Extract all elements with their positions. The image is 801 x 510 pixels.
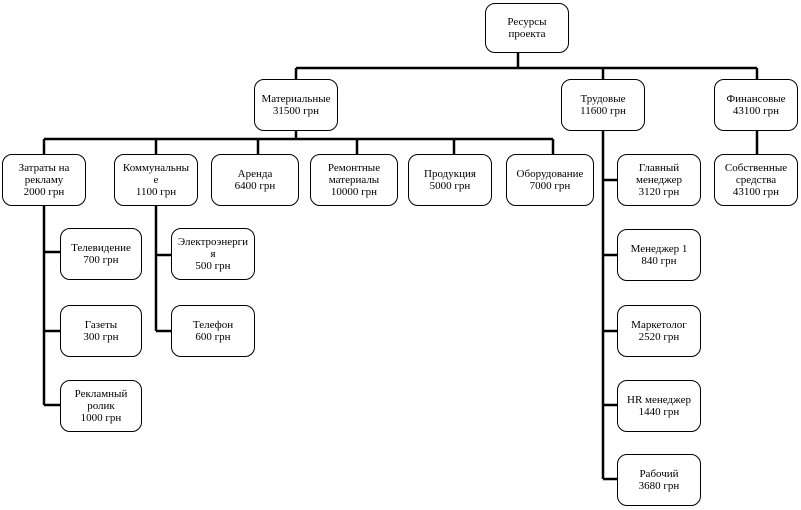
node-value: 2000 грн bbox=[23, 186, 65, 198]
node-value: 500 грн bbox=[195, 260, 231, 272]
node-label: HR менеджер bbox=[627, 394, 691, 406]
node-label: Собственные bbox=[724, 162, 788, 174]
node-phone bbox=[171, 305, 255, 357]
node-communal bbox=[114, 154, 198, 206]
node-products bbox=[408, 154, 492, 206]
node-label: менеджер bbox=[636, 174, 682, 186]
node-label: я bbox=[210, 248, 216, 260]
node-advertising bbox=[2, 154, 86, 206]
node-newspapers bbox=[60, 305, 142, 357]
node-own-funds bbox=[714, 154, 798, 206]
node-label: Трудовые bbox=[580, 93, 626, 105]
node-value: 840 грн bbox=[641, 255, 677, 267]
node-value: 7000 грн bbox=[529, 180, 571, 192]
node-manager1 bbox=[617, 229, 701, 281]
node-value: 3120 грн bbox=[638, 186, 680, 198]
node-marketer bbox=[617, 305, 701, 357]
node-label: Продукция bbox=[424, 168, 476, 180]
node-label: Материальные bbox=[261, 93, 331, 105]
node-value: 300 грн bbox=[83, 331, 119, 343]
node-label: Главный bbox=[638, 162, 680, 174]
node-label: Рабочий bbox=[639, 468, 679, 480]
node-label: ролик bbox=[87, 400, 115, 412]
node-label: материалы bbox=[328, 174, 380, 186]
node-label: Рекламный bbox=[74, 388, 128, 400]
node-tv bbox=[60, 228, 142, 280]
node-label: Газеты bbox=[84, 319, 118, 331]
node-label: Маркетолог bbox=[631, 319, 687, 331]
node-value: 6400 грн bbox=[234, 180, 276, 192]
node-label: Телевидение bbox=[71, 242, 131, 254]
node-label: Затраты на bbox=[18, 162, 70, 174]
node-value: 700 грн bbox=[83, 254, 119, 266]
node-financial bbox=[714, 79, 798, 131]
node-value: 1000 грн bbox=[80, 412, 122, 424]
node-value: 5000 грн bbox=[429, 180, 471, 192]
node-value: 11600 грн bbox=[580, 105, 626, 117]
node-ad-video bbox=[60, 380, 142, 432]
node-value: 3680 грн bbox=[638, 480, 680, 492]
node-label: Менеджер 1 bbox=[630, 243, 688, 255]
node-value: 1100 грн bbox=[135, 186, 177, 198]
node-labor bbox=[561, 79, 645, 131]
node-value: 1440 грн bbox=[638, 406, 680, 418]
node-label: е bbox=[153, 174, 159, 186]
node-root bbox=[485, 3, 569, 53]
node-label: проекта bbox=[508, 28, 546, 40]
node-chief-manager bbox=[617, 154, 701, 206]
node-label: Коммунальны bbox=[122, 162, 190, 174]
node-value: 43100 грн bbox=[732, 186, 780, 198]
node-label: Финансовые bbox=[726, 93, 786, 105]
node-hr-manager bbox=[617, 380, 701, 432]
node-worker bbox=[617, 454, 701, 506]
node-label: Электроэнерги bbox=[177, 236, 249, 248]
node-value: 31500 грн bbox=[272, 105, 320, 117]
node-rent bbox=[211, 154, 299, 206]
node-label: рекламу bbox=[24, 174, 64, 186]
node-electricity bbox=[171, 228, 255, 280]
node-repair bbox=[310, 154, 398, 206]
node-label: Ресурсы bbox=[507, 16, 547, 28]
node-label: Ремонтные bbox=[327, 162, 381, 174]
node-material bbox=[254, 79, 338, 131]
node-label: Аренда bbox=[237, 168, 273, 180]
node-label: Телефон bbox=[192, 319, 234, 331]
node-equipment bbox=[506, 154, 594, 206]
node-label: Оборудование bbox=[516, 168, 584, 180]
node-value: 43100 грн bbox=[732, 105, 780, 117]
node-value: 2520 грн bbox=[638, 331, 680, 343]
node-value: 10000 грн bbox=[330, 186, 378, 198]
node-label: средства bbox=[735, 174, 777, 186]
node-value: 600 грн bbox=[195, 331, 231, 343]
